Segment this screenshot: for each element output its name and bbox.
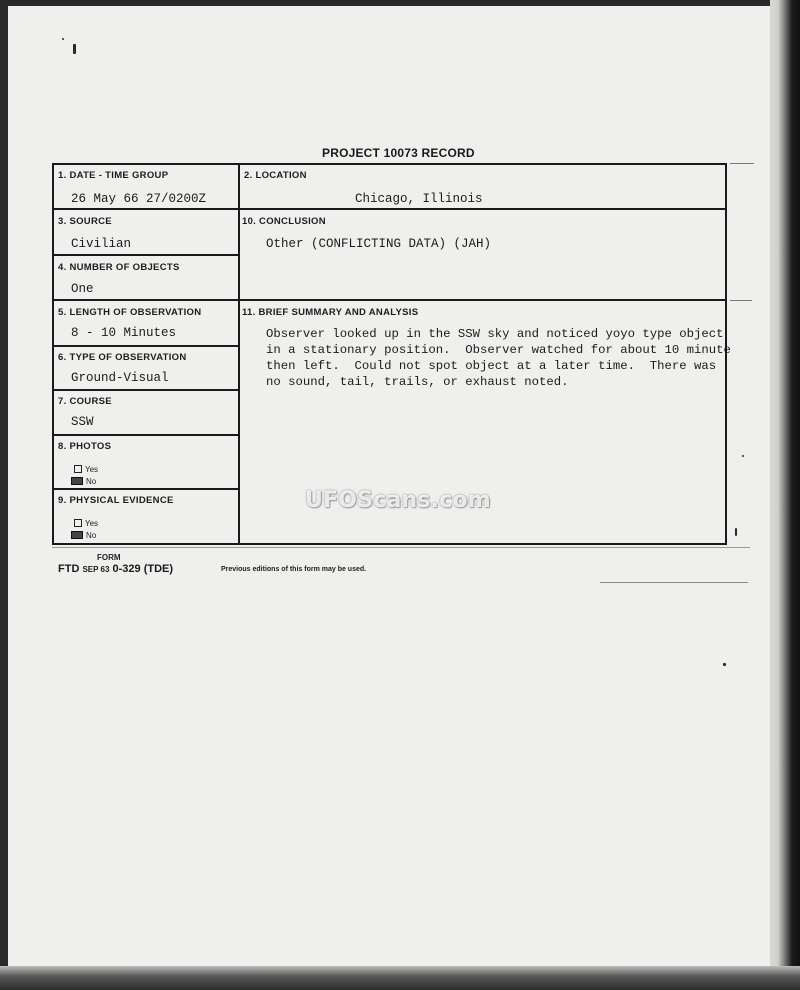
row-divider bbox=[54, 299, 725, 301]
footer-form-id bbox=[58, 563, 173, 575]
photos-label: 8. PHOTOS bbox=[58, 441, 112, 452]
checkbox-checked-x-icon bbox=[71, 531, 83, 539]
scan-speck bbox=[742, 455, 744, 457]
scan-edge-right bbox=[770, 0, 800, 990]
scan-speck bbox=[735, 528, 737, 536]
row-divider bbox=[54, 389, 238, 391]
date-time-group-label: 1. DATE - TIME GROUP bbox=[58, 170, 169, 181]
physical-evidence-no-label: No bbox=[86, 531, 97, 540]
physical-evidence-yes-label: Yes bbox=[85, 519, 99, 528]
scan-dash bbox=[730, 163, 754, 164]
row-divider bbox=[54, 254, 238, 256]
row-divider bbox=[54, 345, 238, 347]
photos-yes-label: Yes bbox=[85, 465, 99, 474]
date-time-group-value: 26 May 66 27/0200Z bbox=[71, 192, 207, 206]
photos-no-option[interactable] bbox=[71, 477, 96, 486]
footer-note: Previous editions of this form may be used. bbox=[221, 566, 367, 573]
length-of-observation-value: 8 - 10 Minutes bbox=[71, 326, 177, 340]
scan-speck bbox=[62, 38, 64, 40]
record-title: PROJECT 10073 RECORD bbox=[322, 146, 475, 160]
row-divider bbox=[54, 434, 238, 436]
watermark: UFOScans.com bbox=[305, 488, 491, 513]
footer-date-code: SEP 63 bbox=[82, 565, 110, 574]
summary-text: Observer looked up in the SSW sky and noticed yoyo type object in a stationary position. Observer watched for about 10 minute then left. Could not spot object at a later time. There was no sound, tail, trails, or exhaust noted. bbox=[266, 327, 731, 389]
row-divider bbox=[54, 208, 725, 210]
physical-evidence-no-option[interactable] bbox=[71, 531, 96, 540]
scan-dash bbox=[730, 300, 752, 301]
type-of-observation-value: Ground-Visual bbox=[71, 371, 169, 385]
scan-dash bbox=[52, 547, 750, 548]
column-divider bbox=[238, 165, 240, 543]
scan-dash bbox=[600, 582, 748, 583]
scan-edge-bottom bbox=[0, 966, 800, 990]
source-value: Civilian bbox=[71, 237, 132, 251]
checkbox-unchecked-icon bbox=[74, 519, 82, 527]
length-of-observation-label: 5. LENGTH OF OBSERVATION bbox=[58, 307, 202, 318]
footer-form-label: FORM bbox=[97, 553, 121, 562]
checkbox-unchecked-icon bbox=[74, 465, 82, 473]
scan-speck bbox=[73, 44, 76, 54]
course-label: 7. COURSE bbox=[58, 396, 112, 407]
physical-evidence-yes-option[interactable] bbox=[74, 519, 98, 528]
location-label: 2. LOCATION bbox=[244, 170, 307, 181]
type-of-observation-label: 6. TYPE OF OBSERVATION bbox=[58, 352, 187, 363]
footer-form-number: 0-329 (TDE) bbox=[112, 563, 174, 575]
source-label: 3. SOURCE bbox=[58, 216, 112, 227]
location-value: Chicago, Illinois bbox=[355, 192, 483, 206]
photos-no-label: No bbox=[86, 477, 97, 486]
number-of-objects-label: 4. NUMBER OF OBJECTS bbox=[58, 262, 180, 273]
row-divider bbox=[54, 488, 238, 490]
footer-ftd: FTD bbox=[58, 563, 80, 575]
photos-yes-option[interactable] bbox=[74, 465, 98, 474]
conclusion-label: 10. CONCLUSION bbox=[242, 216, 326, 227]
number-of-objects-value: One bbox=[71, 282, 94, 296]
scan-speck bbox=[723, 663, 726, 666]
physical-evidence-label: 9. PHYSICAL EVIDENCE bbox=[58, 495, 174, 506]
checkbox-checked-x-icon bbox=[71, 477, 83, 485]
course-value: SSW bbox=[71, 415, 94, 429]
conclusion-value: Other (CONFLICTING DATA) (JAH) bbox=[266, 237, 492, 251]
summary-label: 11. BRIEF SUMMARY AND ANALYSIS bbox=[242, 307, 419, 318]
